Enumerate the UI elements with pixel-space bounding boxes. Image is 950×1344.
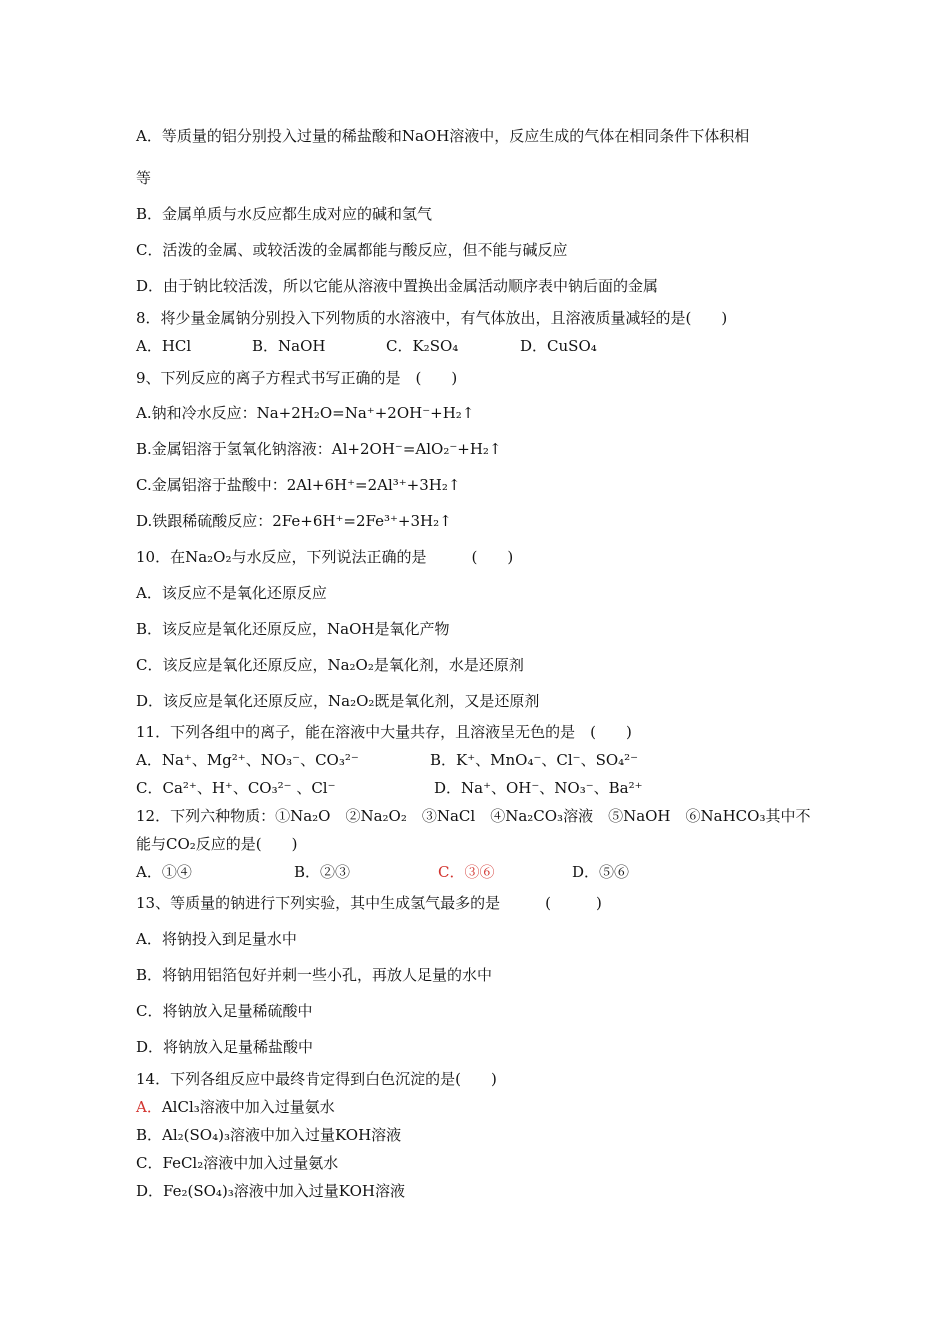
q14-option-a-text: AlCl₃溶液中加入过量氨水	[161, 1098, 335, 1116]
q11-option-b: B．K⁺、MnO₄⁻、Cl⁻、SO₄²⁻	[430, 751, 639, 769]
q11-option-a: A．Na⁺、Mg²⁺、NO₃⁻、CO₃²⁻	[136, 751, 359, 769]
q14-stem: 14．下列各组反应中最终肯定得到白色沉淀的是( )	[136, 1070, 497, 1088]
q13-stem: 13、等质量的钠进行下列实验，其中生成氢气最多的是 ( )	[136, 894, 602, 912]
q12-stem-line1: 12．下列六种物质：①Na₂O ②Na₂O₂ ③NaCl ④Na₂CO₃溶液 ⑤NaOH ⑥NaHCO₃其中不	[136, 807, 811, 825]
q9-option-a: A.钠和冷水反应：Na+2H₂O=Na⁺+2OH⁻+H₂↑	[136, 404, 475, 422]
q9-option-d: D.铁跟稀硫酸反应：2Fe+6H⁺=2Fe³⁺+3H₂↑	[136, 512, 452, 530]
q10-option-a: A．该反应不是氧化还原反应	[136, 584, 327, 602]
q8-option-b: B．NaOH	[252, 337, 326, 355]
q8-stem: 8．将少量金属钠分别投入下列物质的水溶液中，有气体放出，且溶液质量减轻的是( )	[136, 309, 728, 327]
q9-option-b: B.金属铝溶于氢氧化钠溶液：Al+2OH⁻=AlO₂⁻+H₂↑	[136, 440, 502, 458]
q14-option-a	[136, 1097, 335, 1117]
q7-option-a-line1: A．等质量的铝分别投入过量的稀盐酸和NaOH溶液中，反应生成的气体在相同条件下体积相	[136, 127, 750, 145]
q9-option-c: C.金属铝溶于盐酸中：2Al+6H⁺=2Al³⁺+3H₂↑	[136, 476, 461, 494]
q12-option-d: D．⑤⑥	[572, 863, 630, 881]
q10-option-d: D．该反应是氧化还原反应，Na₂O₂既是氧化剂，又是还原剂	[136, 692, 540, 710]
q8-option-a: A．HCl	[136, 337, 192, 355]
q12-option-b: B．②③	[294, 863, 351, 881]
q14-option-a-letter: A．	[136, 1098, 162, 1116]
q10-option-b: B．该反应是氧化还原反应，NaOH是氧化产物	[136, 620, 450, 638]
q10-stem: 10．在Na₂O₂与水反应，下列说法正确的是 ( )	[136, 548, 514, 566]
q8-option-d: D．CuSO₄	[520, 337, 597, 355]
q11-option-d: D．Na⁺、OH⁻、NO₃⁻、Ba²⁺	[434, 779, 643, 797]
q11-stem: 11．下列各组中的离子，能在溶液中大量共存，且溶液呈无色的是 ( )	[136, 723, 632, 741]
q14-option-d: D．Fe₂(SO₄)₃溶液中加入过量KOH溶液	[136, 1182, 405, 1200]
q7-option-b: B．金属单质与水反应都生成对应的碱和氢气	[136, 205, 433, 223]
q13-option-a: A．将钠投入到足量水中	[136, 930, 297, 948]
q7-option-a-line2: 等	[136, 169, 152, 187]
q7-option-c: C．活泼的金属、或较活泼的金属都能与酸反应，但不能与碱反应	[136, 241, 568, 259]
q8-option-c: C．K₂SO₄	[386, 337, 459, 355]
q7-option-d: D．由于钠比较活泼，所以它能从溶液中置换出金属活动顺序表中钠后面的金属	[136, 277, 659, 295]
q10-option-c: C．该反应是氧化还原反应，Na₂O₂是氧化剂，水是还原剂	[136, 656, 524, 674]
q12-option-c-answer: C．③⑥	[438, 863, 495, 881]
q12-stem-line2: 能与CO₂反应的是( )	[136, 835, 298, 853]
q11-option-c: C．Ca²⁺、H⁺、CO₃²⁻ 、Cl⁻	[136, 779, 336, 797]
q9-stem: 9、下列反应的离子方程式书写正确的是 ( )	[136, 369, 458, 387]
q14-option-c: C．FeCl₂溶液中加入过量氨水	[136, 1154, 339, 1172]
q14-option-b: B．Al₂(SO₄)₃溶液中加入过量KOH溶液	[136, 1126, 402, 1144]
q13-option-c: C．将钠放入足量稀硫酸中	[136, 1002, 313, 1020]
q12-option-a: A．①④	[136, 863, 192, 881]
q13-option-d: D．将钠放入足量稀盐酸中	[136, 1038, 314, 1056]
q13-option-b: B．将钠用铝箔包好并刺一些小孔，再放人足量的水中	[136, 966, 493, 984]
